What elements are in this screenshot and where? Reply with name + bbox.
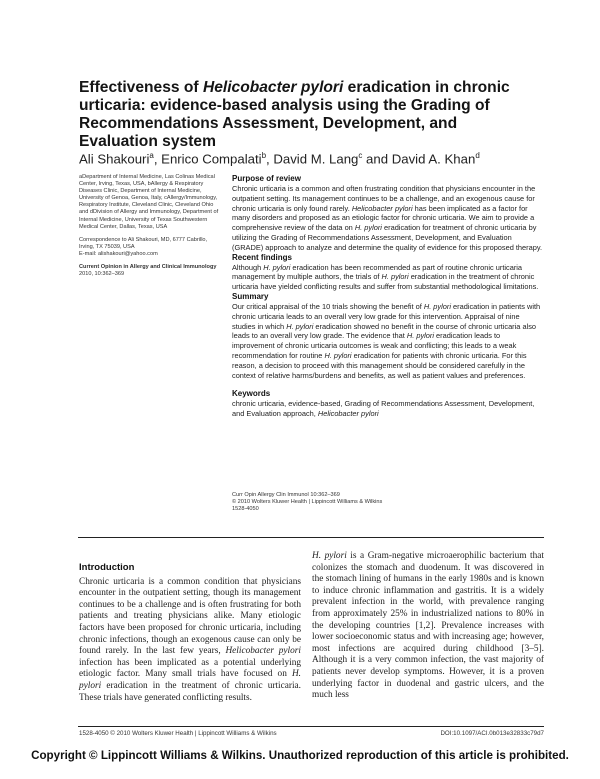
text-run: Chronic urticaria is a common and often frustrating condition that physicians encounter in the outpatient setting. Its management continues to be a challenge, and an exogenous cause for chronic urticaria is only found rarely. xyxy=(232,184,536,213)
author-4: David A. Khan xyxy=(391,151,476,167)
text-run: Although xyxy=(232,262,264,272)
text-run: chronic urticaria, evidence-based, Grading of Recommendations Assessment, Development, and Evaluation approach, xyxy=(232,399,535,419)
section-divider xyxy=(78,537,544,538)
italic-run: Helicobacter pylori xyxy=(225,646,301,657)
keywords-text xyxy=(232,399,544,419)
author-4-affil: d xyxy=(475,151,480,160)
copyright-notice: Copyright © Lippincott Williams & Wilkins. Unauthorized reproduction of this article is prohibited. xyxy=(31,749,569,762)
italic-run: H. pylori xyxy=(381,272,409,282)
italic-run: H. pylori xyxy=(286,321,314,331)
author-2-affil: b xyxy=(261,151,267,160)
citation-issn: 1528-4050 xyxy=(232,506,259,513)
italic-run: H. pylori xyxy=(79,669,301,691)
intro-paragraph-2 xyxy=(312,551,544,702)
author-3: David M. Lang xyxy=(273,151,359,167)
keywords-heading: Keywords xyxy=(232,389,271,399)
text-run: has been implicated as a factor for many disorders and proposed as an etiologic factor for chronic urticaria. We aim to provide a comprehensive review of the data on xyxy=(232,203,535,233)
purpose-heading: Purpose of review xyxy=(232,174,301,183)
text-run: Chronic urticaria is a common condition that physicians encounter in the outpatient setting, though its management continues to be a challenge and is often frustrating for both patients and treating physicians alike. Many etiologic factors have been proposed for chronic urticaria, including chronic infections, though an exogenous cause can only be found rarely. In the last few years, xyxy=(79,576,301,657)
correspondence-address: Correspondence to Ali Shakouri, MD, 6777 Cabrillo, Irving, TX 75039, USA xyxy=(79,236,208,250)
text-run: eradication has been recommended as part of routine chronic urticaria management by multiple authors, the trials of xyxy=(232,262,523,282)
title-text-rest: eradication in chronic urticaria: evidence-based analysis using the Grading of Recommendations Assessment, Development, and Evaluation system xyxy=(79,79,510,150)
affiliations: aDepartment of Internal Medicine, Las Colinas Medical Center, Irving, Texas, USA, bAllergy & Respiratory Diseases Clinic, Department of Internal Medicine, University of Genoa, Genoa, Italy, cAllergy/Immunology, Respiratory Institute, Cleveland Clinic, Cleveland Ohio and dDivision of Allergy and Immunology, Department of Internal Medicine, University of Texas Southwestern Medical Center, Dallas, Texas, USA xyxy=(79,174,219,230)
summary-heading: Summary xyxy=(232,291,269,301)
citation-copyright: © 2010 Wolters Kluwer Health | Lippincott Williams & Wilkins xyxy=(232,499,383,506)
author-1-affil: a xyxy=(149,151,154,160)
italic-run: Helicobacter pylori xyxy=(317,409,379,419)
findings-text xyxy=(232,263,544,292)
findings-heading: Recent findings xyxy=(232,252,293,262)
text-run: infection has been implicated as a potential underlying etiologic factor. Many small trials have focused on xyxy=(79,657,301,680)
intro-paragraph xyxy=(79,577,301,705)
text-run: eradication for patients with chronic urticaria. For this reason, a decision to proceed with this management should be considered carefully in the context of relative harms/burdens and benefits, as well as patient values and preferences. xyxy=(232,350,527,380)
text-run: eradication in the treatment of chronic urticaria. These trials have generated conflicting results. xyxy=(79,680,301,703)
journal-volume: 2010, 10:362–369 xyxy=(79,271,125,278)
italic-run: Helicobacter pylori xyxy=(351,203,413,213)
italic-run: H. pylori xyxy=(354,223,382,233)
journal-ref xyxy=(79,264,219,278)
sidebar-info xyxy=(79,174,219,284)
author-3-affil: c xyxy=(358,151,363,160)
footer-publisher: 1528-4050 © 2010 Wolters Kluwer Health | Lippincott Williams & Wilkins xyxy=(79,730,277,737)
citation-line: Curr Opin Allergy Clin Immunol 10:362–369 xyxy=(232,492,340,498)
italic-run: H. pylori xyxy=(312,551,347,561)
author-separator: , xyxy=(266,151,274,167)
text-run: eradication for treatment of chronic urticaria by utilizing the Grading of Recommendations Assessment, Development, and Evaluation (GRADE) approach to analyze and determine the quality of evidence for this proposed therapy. xyxy=(232,223,543,252)
author-separator: , xyxy=(153,151,162,167)
abstract xyxy=(232,174,544,419)
text-run: eradication in patients with chronic urticaria leads to an overall very low grade for this intervention. Appraisal of nine studies in which xyxy=(232,301,541,331)
title-italic: Helicobacter pylori xyxy=(202,79,344,96)
summary-text xyxy=(232,302,544,380)
correspondence-email: E-mail: alishakouri@yahoo.com xyxy=(79,250,158,257)
intro-right-column xyxy=(312,551,544,702)
italic-run: H. pylori xyxy=(324,350,352,360)
italic-run: H. pylori xyxy=(423,301,451,311)
footer-doi: DOI:10.1097/ACI.0b013e32833c79d7 xyxy=(440,730,544,737)
author-2: Enrico Compalati xyxy=(161,151,262,167)
italic-run: H. pylori xyxy=(263,262,291,272)
author-separator: and xyxy=(362,151,392,167)
correspondence xyxy=(79,237,219,258)
article-title xyxy=(79,79,529,151)
footer-divider xyxy=(78,726,544,727)
text-run: eradication in the treatment of chronic urticaria have yielded conflicting results and suffer from substantial methodological limitations. xyxy=(232,272,539,292)
text-run: Our critical appraisal of the 10 trials showing the benefit of xyxy=(232,301,424,311)
journal-name: Current Opinion in Allergy and Clinical Immunology xyxy=(79,264,217,271)
italic-run: H. pylori xyxy=(406,331,434,341)
author-list xyxy=(79,148,549,167)
purpose-text xyxy=(232,184,544,253)
text-run: eradication leads to improvement of chronic urticaria outcomes is weak and conflicting; this leads to a weak recommendation for routine xyxy=(232,331,517,360)
intro-heading: Introduction xyxy=(79,562,135,573)
intro-left-column xyxy=(79,562,301,704)
title-text: Effectiveness of xyxy=(79,79,203,96)
author-1: Ali Shakouri xyxy=(79,151,150,167)
text-run: eradication showed no benefit in the course of chronic urticaria also leads to an overall very low grade. The evidence that xyxy=(232,321,537,341)
text-run: is a Gram-negative microaerophilic bacterium that colonizes the stomach and duodenum. It was discovered in the stomach lining of humans in the early 1980s and is known to induce chronic inflammation and gastritis. It is a widely prevalent infection in the world, with prevalence ranging from approximately 25% in industrialized nations to 80% in the developing countries [1,2]. Prevalence increases with lower socioeconomic status and with increasing age; however, most infections are acquired during childhood [3–5]. Although it is a very common infection, the vast majority of patients never develop symptoms. However, it is a proven underlying factor in duodenal and gastric ulcers, and the much less xyxy=(312,551,544,701)
citation-block xyxy=(232,492,492,513)
